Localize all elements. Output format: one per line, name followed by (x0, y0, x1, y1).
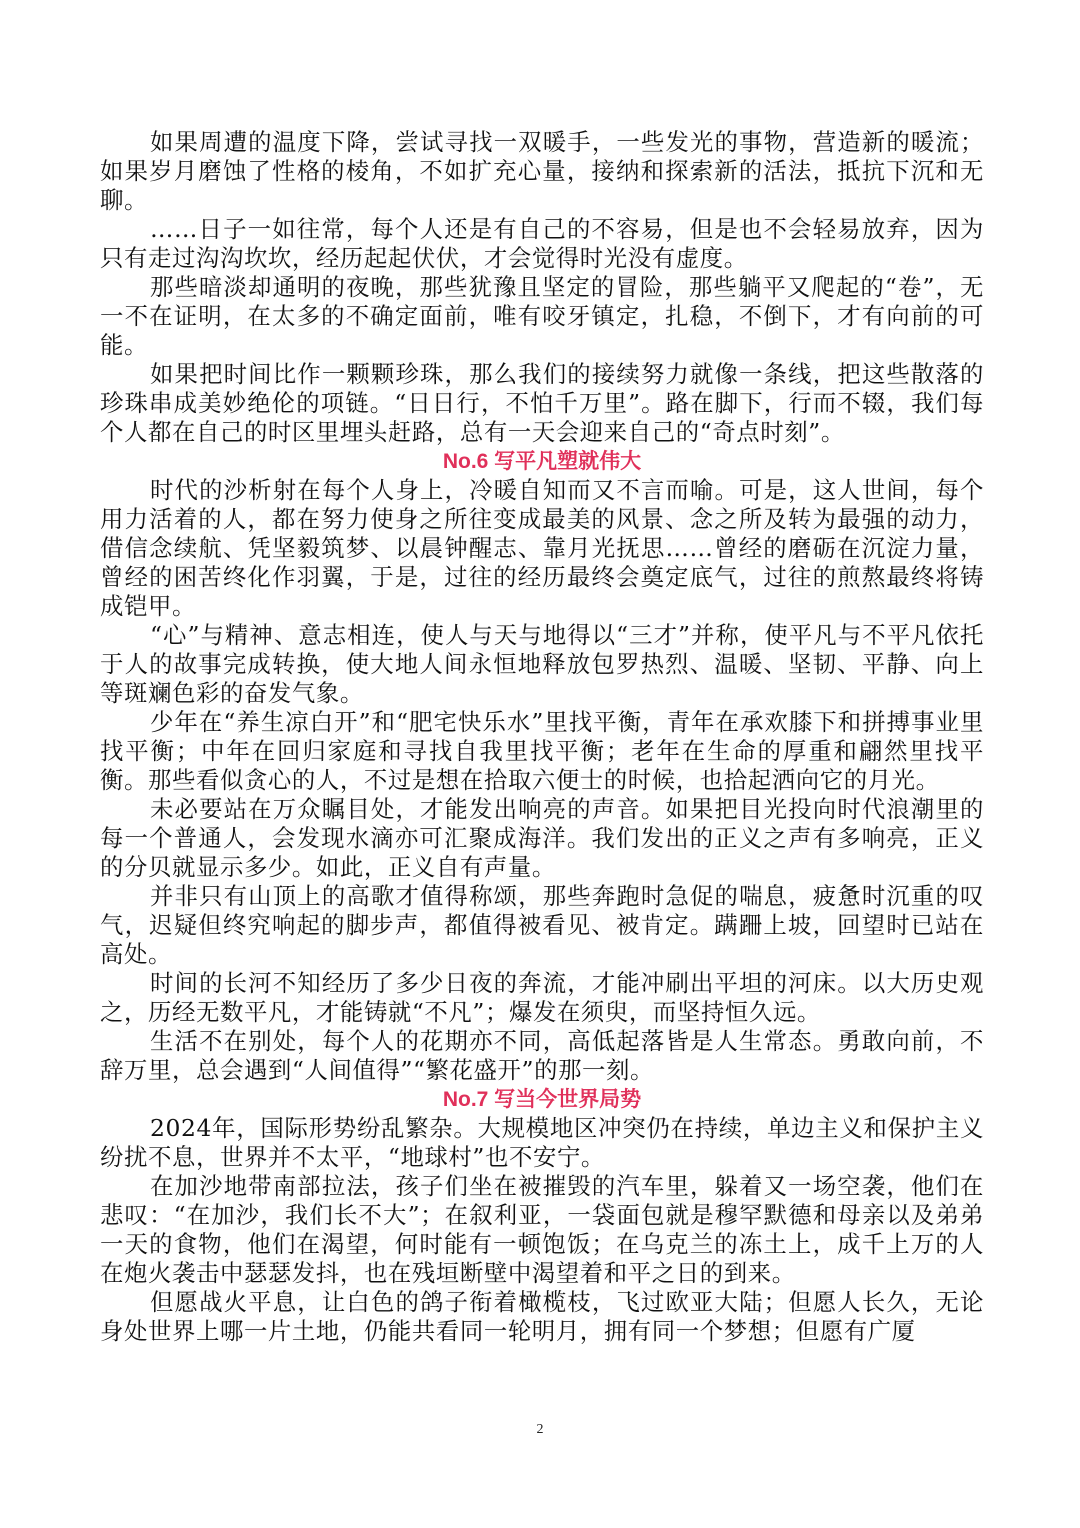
paragraph: 在加沙地带南部拉法，孩子们坐在被摧毁的汽车里，躲着又一场空袭，他们在悲叹：“在加沙，我们长不大”；在叙利亚，一袋面包就是穆罕默德和母亲以及弟弟一天的食物，他们在渴望，何时能有一顿饱饭；在乌克兰的冻土上，成千上万的人在炮火袭击中瑟瑟发抖，也在残垣断壁中渴望着和平之日的到来。 (100, 1172, 984, 1287)
paragraph: 少年在“养生凉白开”和“肥宅快乐水”里找平衡，青年在承欢膝下和拼搏事业里找平衡；中年在回归家庭和寻找自我里找平衡；老年在生命的厚重和翩然里找平衡。那些看似贪心的人，不过是想在拾取六便士的时候，也拾起洒向它的月光。 (100, 708, 984, 794)
paragraph: 并非只有山顶上的高歌才值得称颂，那些奔跑时急促的喘息，疲惫时沉重的叹气，迟疑但终究响起的脚步声，都值得被看见、被肯定。蹒跚上坡，回望时已站在高处。 (100, 882, 984, 968)
paragraph: 生活不在别处，每个人的花期亦不同，高低起落皆是人生常态。勇敢向前，不辞万里，总会遇到“人间值得”“繁花盛开”的那一刻。 (100, 1027, 984, 1084)
paragraph: 时代的沙析射在每个人身上，冷暖自知而又不言而喻。可是，这人世间，每个用力活着的人，都在努力使身之所往变成最美的风景、念之所及转为最强的动力，借信念续航、凭坚毅筑梦、以晨钟醒志、靠月光抚思……曾经的磨砺在沉淀力量，曾经的困苦终化作羽翼，于是，过往的经历最终会奠定底气，过往的煎熬最终将铸成铠甲。 (100, 476, 984, 620)
section-heading: No.7 写当今世界局势 (442, 1088, 642, 1111)
page-number: 2 (536, 1422, 544, 1437)
paragraph: “心”与精神、意志相连，使人与天与地得以“三才”并称，使平凡与不平凡依托于人的故事完成转换，使大地人间永恒地释放包罗热烈、温暖、坚韧、平静、向上等斑斓色彩的奋发气象。 (100, 621, 984, 707)
paragraph: 那些暗淡却通明的夜晚，那些犹豫且坚定的冒险，那些躺平又爬起的“卷”，无一不在证明，在太多的不确定面前，唯有咬牙镇定，扎稳，不倒下，才有向前的可能。 (100, 273, 984, 359)
document-body (100, 128, 984, 1346)
paragraph: 2024年，国际形势纷乱繁杂。大规模地区冲突仍在持续，单边主义和保护主义纷扰不息，世界并不太平，“地球村”也不安宁。 (100, 1114, 984, 1171)
paragraph: 但愿战火平息，让白色的鸽子衔着橄榄枝，飞过欧亚大陆；但愿人长久，无论身处世界上哪一片土地，仍能共看同一轮明月，拥有同一个梦想；但愿有广厦 (100, 1288, 984, 1345)
paragraph: 如果把时间比作一颗颗珍珠，那么我们的接续努力就像一条线，把这些散落的珍珠串成美妙绝伦的项链。“日日行，不怕千万里”。路在脚下，行而不辍，我们每个人都在自己的时区里埋头赶路，总有一天会迎来自己的“奇点时刻”。 (100, 360, 984, 446)
paragraph: 如果周遭的温度下降，尝试寻找一双暖手，一些发光的事物，营造新的暖流；如果岁月磨蚀了性格的棱角，不如扩充心量，接纳和探索新的活法，抵抗下沉和无聊。 (100, 128, 984, 214)
intro-section (100, 128, 984, 447)
paragraph: 时间的长河不知经历了多少日夜的奔流，才能冲刷出平坦的河床。以大历史观之，历经无数平凡，才能铸就“不凡”；爆发在须臾，而坚持恒久远。 (100, 969, 984, 1026)
section-no7 (100, 1085, 984, 1346)
paragraph: ……日子一如往常，每个人还是有自己的不容易，但是也不会轻易放弃，因为只有走过沟沟坎坎，经历起起伏伏，才会觉得时光没有虚度。 (100, 215, 984, 272)
section-no6 (100, 447, 984, 1085)
paragraph: 未必要站在万众瞩目处，才能发出响亮的声音。如果把目光投向时代浪潮里的每一个普通人，会发现水滴亦可汇聚成海洋。我们发出的正义之声有多响亮，正义的分贝就显示多少。如此，正义自有声量。 (100, 795, 984, 881)
section-heading: No.6 写平凡塑就伟大 (442, 450, 642, 473)
